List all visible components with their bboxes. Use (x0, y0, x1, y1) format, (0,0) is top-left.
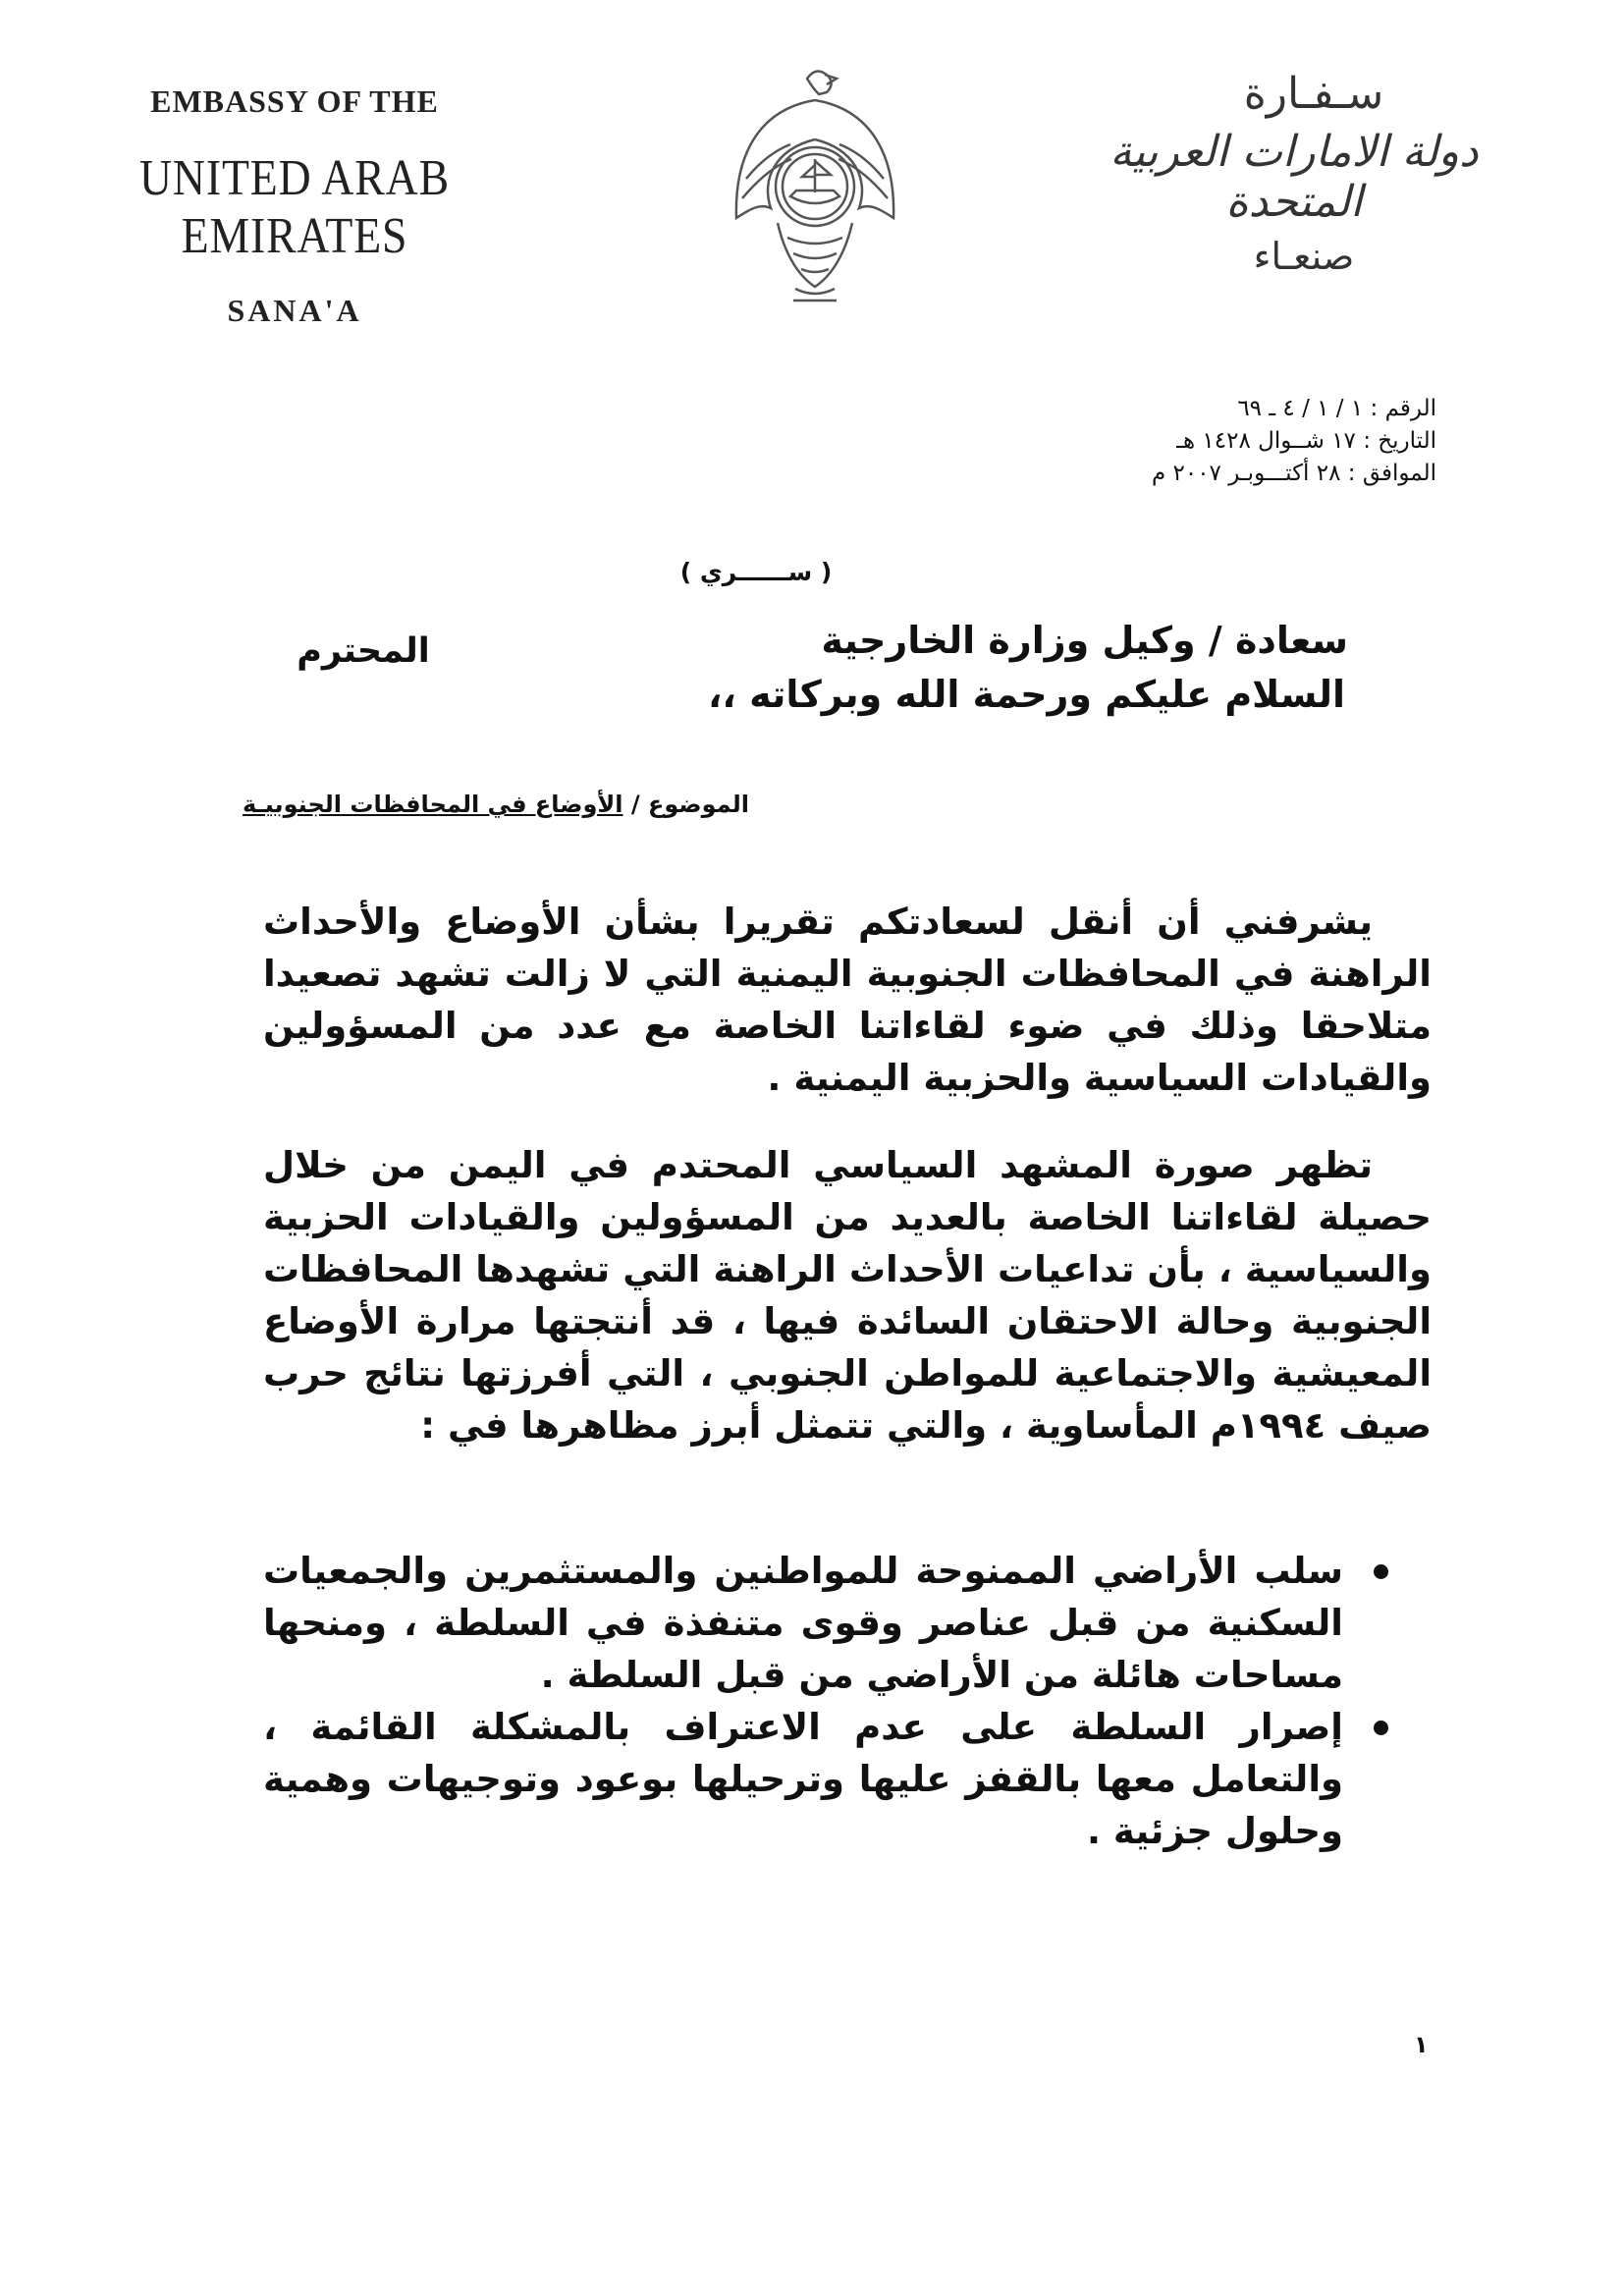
bullet-dot-icon (1374, 1564, 1388, 1579)
bullet-list (263, 1545, 1343, 1857)
recipient-title: سعادة / وكيل وزارة الخارجية (821, 619, 1348, 662)
subject-label: الموضوع / (622, 791, 749, 818)
uae-falcon-emblem-icon (717, 61, 913, 316)
reference-hijri-date: التاريخ : ١٧ شــوال ١٤٢٨ هـ (1176, 428, 1436, 454)
greeting-line: السلام عليكم ورحمة الله وبركاته ،، (707, 673, 1345, 716)
body-paragraph-1 (263, 896, 1432, 1104)
reference-block (1024, 393, 1436, 490)
letterhead-english (59, 83, 530, 329)
letterhead-arabic (1044, 69, 1505, 278)
list-item (263, 1545, 1343, 1701)
letterhead-ar-line1: سـفـارة (1243, 69, 1384, 119)
subject-text: الأوضاع في المحافظات الجنوبيـة (243, 791, 623, 818)
letterhead-ar-line2: دولة الامارات العربية المتحدة (1109, 127, 1479, 227)
page-number: ١ (1414, 2031, 1429, 2058)
reference-gregorian-date: الموافق : ٢٨ أكتـــوبـر ٢٠٠٧ م (1151, 461, 1436, 486)
letterhead-en-line2: UNITED ARAB EMIRATES (138, 150, 451, 264)
subject-line (160, 791, 749, 818)
body-paragraph-2 (263, 1139, 1432, 1451)
body-paragraph-2-text: تظهر صورة المشهد السياسي المحتدم في اليمن من خلال حصيلة لقاءاتنا الخاصة بالعديد من المسؤولين والقيادات الحزبية والسياسية ، بأن تداعيات الأحداث الراهنة التي تشهدها المحافظات الجنوبية وحالة الاحتقان السائدة فيها ، قد أنتجتها مرارة الأوضاع المعيشية والاجتماعية للمواطن الجنوبي ، التي أفرزتها نتائج حرب صيف ١٩٩٤م المأساوية ، والتي تتمثل أبرز مظاهرها في : (263, 1144, 1432, 1447)
letterhead-en-line1: EMBASSY OF THE (150, 83, 439, 119)
list-item (263, 1701, 1343, 1857)
reference-number: الرقم : ١ / ١ / ٤ ـ ٦٩ (1237, 396, 1436, 421)
recipient-honorific: المحترم (297, 631, 430, 671)
bullet-text-1: سلب الأراضي الممنوحة للمواطنين والمستثمرين والجمعيات السكنية من قبل عناصر وقوى متنفذة في السلطة ، ومنحها مساحات هائلة من الأراضي من قبل السلطة . (263, 1550, 1343, 1696)
bullet-dot-icon (1374, 1721, 1388, 1735)
classification-label: ( ســــــري ) (679, 558, 833, 586)
letterhead-en-line3: SANA'A (227, 293, 362, 328)
letterhead-ar-line3: صنعـاء (1253, 235, 1355, 278)
bullet-text-2: إصرار السلطة على عدم الاعتراف بالمشكلة القائمة ، والتعامل معها بالقفز عليها وترحيلها بوعود وتوجيهات وهمية وحلول جزئية . (263, 1706, 1343, 1852)
body-paragraph-1-text: يشرفني أن أنقل لسعادتكم تقريرا بشأن الأوضاع والأحداث الراهنة في المحافظات الجنوبية اليمنية التي لا زالت تشهد تصعيدا متلاحقا وذلك في ضوء لقاءاتنا الخاصة مع عدد من المسؤولين والقيادات السياسية والحزبية اليمنية . (263, 901, 1432, 1099)
